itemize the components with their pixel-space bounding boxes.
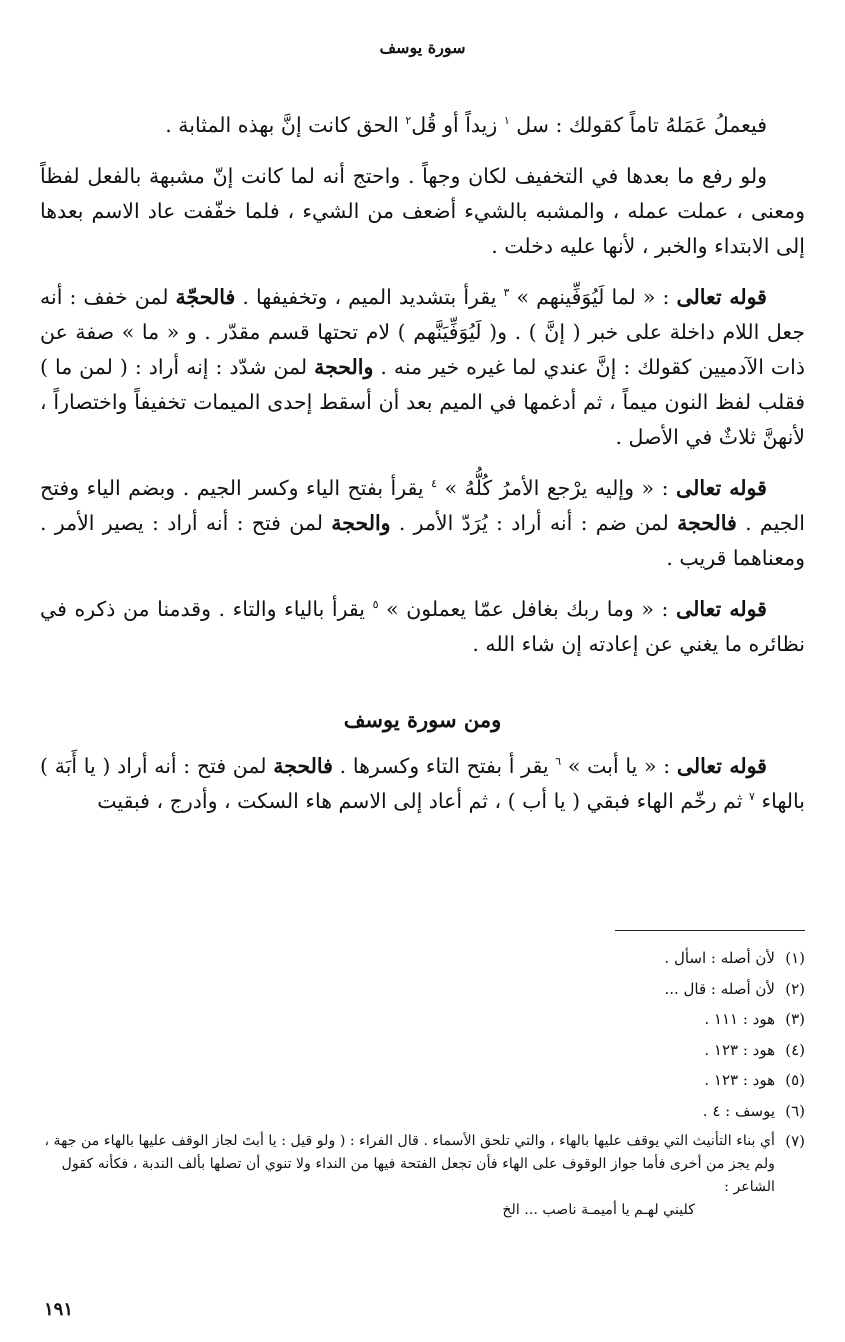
text-span: فيعملُ عَمَلهُ تاماً كقولك : سل (516, 113, 767, 137)
footnote-ref-5[interactable]: ٥ (372, 598, 379, 612)
text-span: لمن فتح : أنه أراد : يصير الأمر . ومعناهما قريب . (40, 511, 805, 570)
text-span: لمن شدّد : إنه أراد : ( لمن ما ) فقلب لفظ النون ميماً ، ثم أدغمها في الميم بعد أن أسقط إحدى الميمات تخفيفاً واختصاراً ، لأنهنَّ ثلاثٌ في الأصل . (40, 355, 805, 449)
text-span: لمن ضم : أنه أراد : يُرَدّ الأمر . (398, 511, 669, 535)
footnote-number: (٣) (785, 1010, 805, 1028)
hujja-label: والحجة (331, 511, 391, 535)
footnote-item (40, 974, 805, 1005)
section-title: ومن سورة يوسف (343, 707, 502, 732)
footnote-ref-1[interactable]: ١ (503, 114, 510, 128)
footnote-item (40, 1096, 805, 1127)
footnote-text: لأن أصله : اسأل . (664, 949, 775, 967)
quran-quote: : « وما ربك بغافل عمّا يعملون » (386, 597, 669, 621)
footnote-number: (١) (785, 949, 805, 967)
footnote-number: (٧) (785, 1132, 805, 1150)
footnote-separator (615, 930, 805, 931)
footnote-ref-2[interactable]: ٢ (405, 114, 412, 128)
text-span: لمن خفف : أنه جعل اللام داخلة على خبر ( إنَّ ) . و( لَيُوَفِّيَنَّهم ) لام تحتها قسم مقدّر . و « ما » صفة عن ذات الآدميين كقولك : إنَّ عندي لما غيره خير منه . (40, 285, 805, 379)
text-span: يقر أ بفتح التاء وكسرها . (339, 754, 549, 778)
text-span: الحق كانت إنَّ بهذه المثابة . (165, 113, 399, 137)
quran-quote: : « يا أبت » (567, 754, 671, 778)
paragraph-1 (40, 108, 805, 143)
hujja-label: فالحجة (273, 754, 333, 778)
footnote-text-wrapper (40, 1126, 775, 1222)
footnote-item (40, 1004, 805, 1035)
footnote-item (40, 943, 805, 974)
footnote-item (40, 1035, 805, 1066)
qawluhu-lead: قوله تعالى (676, 285, 767, 309)
running-head: سورة يوسف (379, 38, 466, 57)
footnote-text: يوسف : ٤ . (702, 1101, 775, 1120)
page-number: ١٩١ (44, 1299, 74, 1320)
footnote-ref-7[interactable]: ٧ (749, 790, 755, 804)
text-span: يقرأ بالياء والتاء . وقدمنا من ذكره في نظائره ما يغني عن إعادته إن شاء الله . (40, 597, 805, 656)
footnote-item (40, 1065, 805, 1096)
text-span: زيداً أو قُل (411, 113, 498, 137)
quran-quote: : « لما لَيُوَفِّينهم » (516, 285, 670, 309)
footnote-ref-6[interactable]: ٦ (555, 755, 562, 769)
qawluhu-lead: قوله تعالى (676, 476, 767, 500)
footnotes (40, 943, 805, 1222)
paragraph-3 (40, 280, 805, 455)
paragraph-6 (40, 749, 805, 819)
footnote-text: هود : ١٢٣ . (704, 1071, 775, 1089)
qawluhu-lead: قوله تعالى (676, 597, 767, 621)
qawluhu-lead: قوله تعالى (676, 754, 767, 778)
paragraph-5 (40, 592, 805, 662)
quran-quote: : « وإليه يرْجع الأمرُ كُلُّهُ » (444, 476, 669, 500)
text-span: لمن فتح : أنه أراد ( يا أَبَة ) بالهاء (40, 754, 805, 813)
footnote-text: أي بناء التأنيث التي يوقف عليها بالهاء ، والتي تلحق الأسماء . قال الفراء : ( ولو قيل : يا أبتَ لجاز الوقف عليها بالهاء من جهة ، ولم يجز من أخرى فأما جواز الوقوف على الهاء فأن تجعل الفتحة فيها من النداء ولا تنوي أن تصلها بألف الندبة ، فكأنه كقول الشاعر : (44, 1133, 775, 1195)
body-text (40, 108, 805, 835)
footnote-number: (٢) (785, 979, 805, 998)
verse-line: كليني لهـم يا أميمـة ناصب ... الخ (502, 1202, 695, 1218)
footnote-text: هود : ١١١ . (704, 1010, 775, 1028)
text-span: يقرأ بتشديد الميم ، وتخفيفها . (242, 285, 497, 309)
footnote-item (40, 1126, 805, 1222)
paragraph-4 (40, 471, 805, 576)
hujja-label: فالحجة (677, 511, 737, 535)
footnote-number: (٥) (785, 1071, 805, 1089)
footnote-text: لأن أصله : قال ... (664, 979, 775, 998)
footnote-text: هود : ١٢٣ . (704, 1040, 775, 1059)
footnote-ref-4[interactable]: ٤ (431, 477, 438, 491)
hujja-label: فالحجّة (175, 285, 236, 309)
footnote-ref-3[interactable]: ٣ (503, 286, 510, 300)
text-span: يقرأ بفتح الياء وكسر الجيم . وبضم الياء وفتح الجيم . (40, 476, 805, 535)
paragraph-2: ولو رفع ما بعدها في التخفيف لكان وجهاً . واحتج أنه لما كانت إنّ مشبهة بالفعل لفظاً ومعنى ، عملت عمله ، والمشبه بالشيء أضعف من الشيء ، فلما خفّفت عاد الاسم بعدها إلى الابتداء والخبر ، لأنها عليه دخلت . (40, 164, 805, 258)
footnote-number: (٤) (785, 1040, 805, 1059)
text-span: ثم رخّم الهاء فبقي ( يا أب ) ، ثم أعاد إلى الاسم هاء السكت ، وأدرج ، فبقيت (97, 789, 743, 813)
hujja-label: والحجة (314, 355, 374, 379)
footnote-number: (٦) (785, 1101, 805, 1120)
